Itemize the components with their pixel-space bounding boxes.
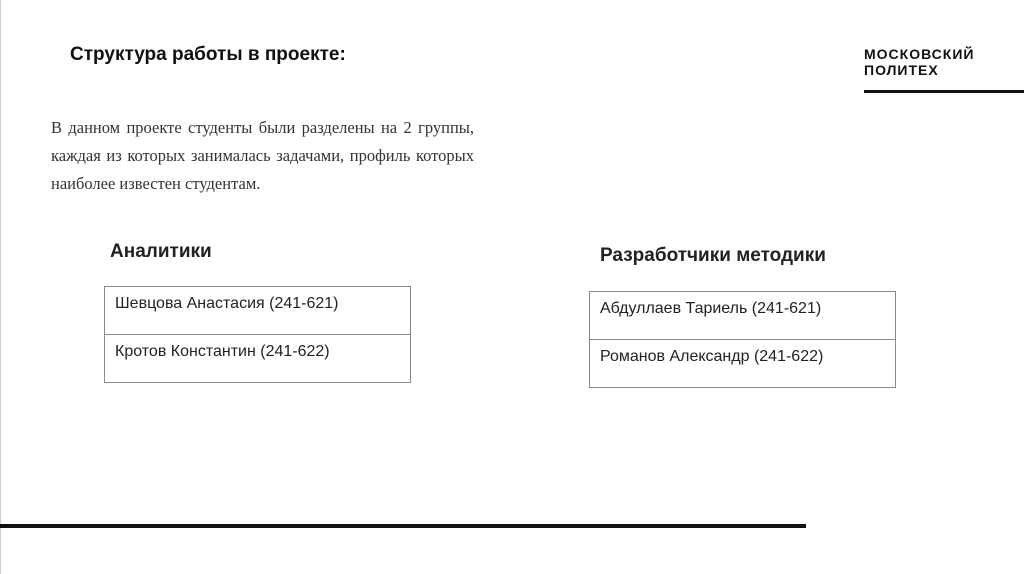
table-row <box>590 292 896 340</box>
analysts-table <box>104 286 411 383</box>
member-cell: Шевцова Анастасия (241-621) <box>105 287 411 335</box>
group-title-developers: Разработчики методики <box>600 245 826 266</box>
slide-edge <box>0 0 1 574</box>
group-title-analysts: Аналитики <box>110 241 212 262</box>
table-row <box>105 335 411 383</box>
logo <box>864 46 1024 78</box>
member-cell: Кротов Константин (241-622) <box>105 335 411 383</box>
developers-table <box>589 291 896 388</box>
member-cell: Романов Александр (241-622) <box>590 340 896 388</box>
member-cell: Абдуллаев Тариель (241-621) <box>590 292 896 340</box>
bottom-divider <box>0 524 806 528</box>
logo-underline <box>864 90 1024 93</box>
logo-line1: МОСКОВСКИЙ <box>864 46 975 62</box>
logo-line2: ПОЛИТЕХ <box>864 62 939 78</box>
intro-paragraph: В данном проекте студенты были разделены на 2 группы, каждая из которых занималась задачами, профиль которых наиболее известен студентам. <box>51 118 474 193</box>
table-row <box>105 287 411 335</box>
table-row <box>590 340 896 388</box>
slide-title: Структура работы в проекте: <box>70 44 346 65</box>
